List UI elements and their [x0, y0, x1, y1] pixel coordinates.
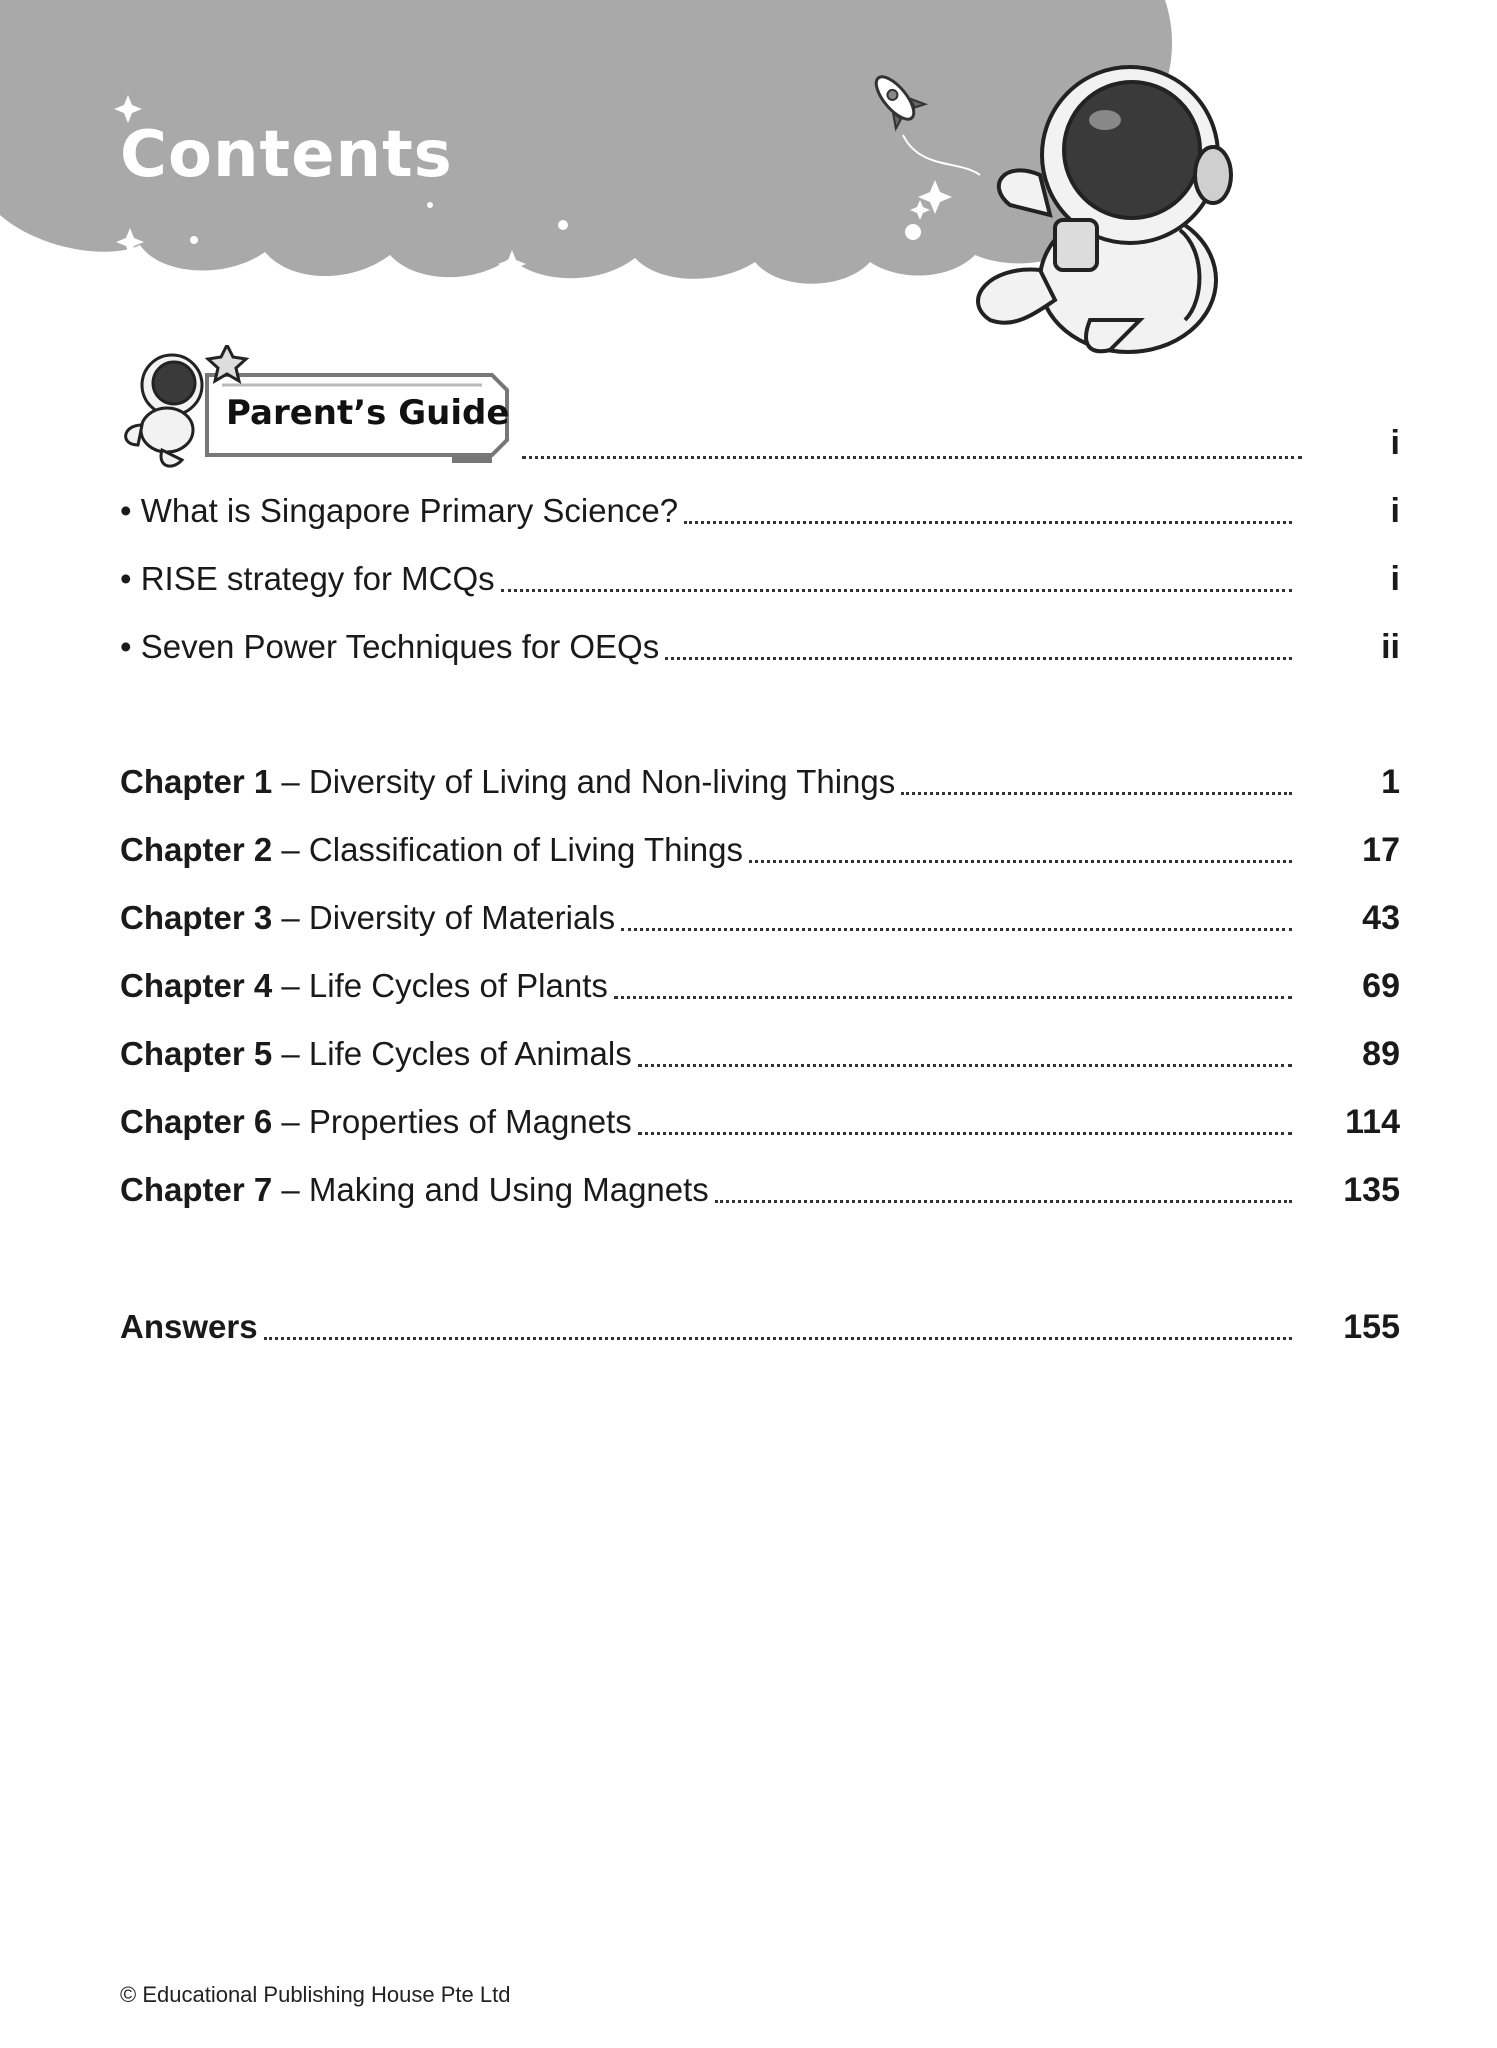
chapter-title: – Properties of Magnets [272, 1103, 632, 1140]
toc-row-chapter[interactable] [120, 825, 1400, 875]
chapter-title: – Making and Using Magnets [272, 1171, 709, 1208]
parents-guide-label: Parent’s Guide [226, 393, 510, 433]
leader-dots [501, 588, 1292, 592]
leader-dots [665, 656, 1292, 660]
astronaut-badge-icon [126, 355, 202, 466]
chapter-label: Chapter 5 [120, 1035, 273, 1072]
page-number: i [1390, 560, 1400, 598]
chapter-title: – Life Cycles of Plants [272, 967, 608, 1004]
leader-dots [522, 455, 1302, 459]
toc-entry-text: • RISE strategy for MCQs [120, 560, 495, 597]
page-number: 69 [1362, 967, 1400, 1005]
leader-dots [749, 859, 1292, 863]
page-number: 1 [1381, 763, 1400, 801]
leader-dots [638, 1131, 1292, 1135]
leader-dots [684, 520, 1292, 524]
chapter-title: – Life Cycles of Animals [272, 1035, 632, 1072]
toc-row-chapter[interactable] [120, 893, 1400, 943]
toc-row-chapter[interactable] [120, 1097, 1400, 1147]
toc-row-chapter[interactable] [120, 757, 1400, 807]
toc-entry-text: • Seven Power Techniques for OEQs [120, 628, 660, 665]
copyright-footer: © Educational Publishing House Pte Ltd [120, 1982, 511, 2007]
page-number: 114 [1345, 1103, 1400, 1141]
leader-dots [621, 927, 1292, 931]
chapter-label: Chapter 7 [120, 1171, 273, 1208]
toc-row-guide-item[interactable] [120, 486, 1400, 536]
toc-row-guide-item[interactable] [120, 554, 1400, 604]
page-number: 135 [1343, 1171, 1400, 1209]
chapter-title: – Classification of Living Things [272, 831, 744, 868]
chapter-label: Chapter 6 [120, 1103, 273, 1140]
leader-dots [614, 995, 1292, 999]
leader-dots [638, 1063, 1292, 1067]
chapter-label: Chapter 1 [120, 763, 273, 800]
page-number: i [1390, 492, 1400, 530]
leader-dots [901, 791, 1292, 795]
page-number: 17 [1362, 831, 1400, 869]
chapter-title: – Diversity of Materials [272, 899, 616, 936]
chapter-title: – Diversity of Living and Non-living Things [272, 763, 896, 800]
page-number: 155 [1343, 1308, 1400, 1346]
toc-entry-text: • What is Singapore Primary Science? [120, 492, 679, 529]
page-number: 89 [1362, 1035, 1400, 1073]
toc-row-chapter[interactable] [120, 961, 1400, 1011]
page-number: i [1390, 424, 1400, 462]
toc-row-answers[interactable] [120, 1302, 1400, 1352]
toc-row-chapter[interactable] [120, 1165, 1400, 1215]
page-number: 43 [1362, 899, 1400, 937]
leader-dots [715, 1199, 1292, 1203]
chapter-label: Chapter 3 [120, 899, 273, 936]
toc-row-guide-item[interactable] [120, 622, 1400, 672]
toc-row-parents-guide[interactable] [1300, 418, 1400, 468]
page-title: Contents [120, 118, 453, 192]
answers-label: Answers [120, 1308, 258, 1345]
chapter-label: Chapter 4 [120, 967, 273, 1004]
page-number: ii [1381, 628, 1400, 666]
toc-row-chapter[interactable] [120, 1029, 1400, 1079]
chapter-label: Chapter 2 [120, 831, 273, 868]
leader-dots [264, 1336, 1292, 1340]
